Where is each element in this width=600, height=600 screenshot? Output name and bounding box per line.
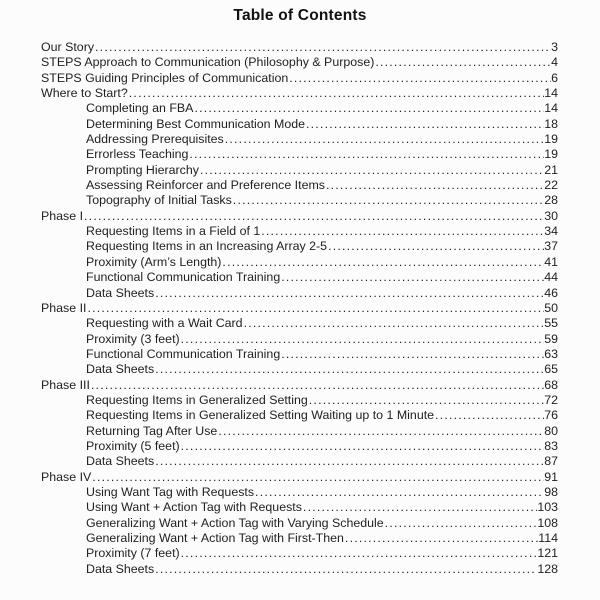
toc-entry-page: 18 xyxy=(544,116,558,131)
toc-entry xyxy=(41,286,558,301)
toc-entry-label: Proximity (Arm’s Length) xyxy=(86,254,222,269)
dot-leader xyxy=(193,101,544,116)
toc-entry-label: Phase III xyxy=(41,377,90,392)
toc-entry-page: 37 xyxy=(544,239,558,254)
toc-entry-label: Requesting Items in an Increasing Array 2-5 xyxy=(86,239,328,254)
toc-entry xyxy=(41,316,558,331)
toc-entry-page: 21 xyxy=(544,162,558,177)
dot-leader xyxy=(434,408,544,423)
toc-entry-label: Functional Communication Training xyxy=(86,346,281,361)
toc-entry-page: 83 xyxy=(544,438,558,453)
toc-entry-label: Errorless Teaching xyxy=(86,147,189,162)
dot-leader xyxy=(128,86,544,101)
toc-entry xyxy=(41,301,558,316)
dot-leader xyxy=(243,316,545,331)
dot-leader xyxy=(90,378,544,393)
toc-entry-label: Data Sheets xyxy=(86,454,155,469)
toc-entry-page: 65 xyxy=(544,362,558,377)
dot-leader xyxy=(260,224,544,239)
toc-entry xyxy=(41,270,558,285)
dot-leader xyxy=(180,546,538,561)
dot-leader xyxy=(232,193,544,208)
toc-entry xyxy=(41,408,558,423)
dot-leader xyxy=(154,286,544,301)
toc-entry-label: Addressing Prerequisites xyxy=(86,132,224,147)
toc-entry-label: Proximity (7 feet) xyxy=(86,546,180,561)
toc-entry-label: Prompting Hierarchy xyxy=(86,162,199,177)
dot-leader xyxy=(280,347,544,362)
toc-entry xyxy=(41,332,558,347)
dot-leader xyxy=(221,255,544,270)
toc-entry-page: 3 xyxy=(551,40,558,54)
toc-entry xyxy=(41,117,558,132)
toc-entry xyxy=(41,71,558,86)
dot-leader xyxy=(302,500,537,515)
toc-entry-label: Phase IV xyxy=(41,469,92,484)
toc-entry xyxy=(41,40,558,55)
toc-entry-page: 103 xyxy=(537,500,558,515)
toc-entry-page: 28 xyxy=(544,193,558,208)
toc-entry-page: 59 xyxy=(544,331,558,346)
toc-entry xyxy=(41,424,558,439)
dot-leader xyxy=(91,470,544,485)
toc-entry-page: 44 xyxy=(544,270,558,285)
toc-entry-page: 91 xyxy=(544,469,558,484)
toc-entry xyxy=(41,546,558,561)
toc-entry-label: Proximity (5 feet) xyxy=(86,438,180,453)
dot-leader xyxy=(280,270,544,285)
dot-leader xyxy=(199,163,544,178)
toc-entry-page: 80 xyxy=(544,423,558,438)
dot-leader xyxy=(254,485,544,500)
toc-entry-label: Our Story xyxy=(41,40,95,54)
dot-leader xyxy=(94,40,551,55)
toc-entry-page: 63 xyxy=(544,346,558,361)
toc-entry-page: 30 xyxy=(544,208,558,223)
toc-entry-page: 34 xyxy=(544,224,558,239)
dot-leader xyxy=(154,562,537,577)
dot-leader xyxy=(344,531,538,546)
toc-entry xyxy=(41,163,558,178)
toc-entry-label: Determining Best Communication Mode xyxy=(86,116,305,131)
toc-entry xyxy=(41,485,558,500)
dot-leader xyxy=(374,55,551,70)
dot-leader xyxy=(325,178,544,193)
toc-entry xyxy=(41,393,558,408)
toc-entry xyxy=(41,255,558,270)
toc-entry xyxy=(41,500,558,515)
toc-entry-page: 98 xyxy=(544,484,558,499)
toc-entry-label: Generalizing Want + Action Tag with First-Then xyxy=(86,531,344,545)
toc-list xyxy=(41,40,558,577)
toc-entry-label: Requesting Items in Generalized Setting Waiting up to 1 Minute xyxy=(86,408,435,423)
toc-entry xyxy=(41,531,558,546)
dot-leader xyxy=(308,393,544,408)
toc-entry-page: 41 xyxy=(544,254,558,269)
toc-entry-page: 128 xyxy=(537,561,558,576)
dot-leader xyxy=(305,117,544,132)
toc-entry-page: 19 xyxy=(544,132,558,147)
toc-entry xyxy=(41,147,558,162)
dot-leader xyxy=(180,332,545,347)
toc-entry-label: Proximity (3 feet) xyxy=(86,331,180,346)
toc-entry xyxy=(41,209,558,224)
toc-entry-page: 55 xyxy=(544,316,558,331)
toc-entry-label: Phase I xyxy=(41,208,84,223)
toc-entry-page: 121 xyxy=(537,546,558,561)
toc-entry-page: 50 xyxy=(544,300,558,315)
toc-entry xyxy=(41,101,558,116)
toc-entry-label: Phase II xyxy=(41,300,87,315)
toc-entry-label: Data Sheets xyxy=(86,285,155,300)
toc-entry-label: Requesting Items in Generalized Setting xyxy=(86,392,308,407)
toc-entry xyxy=(41,132,558,147)
toc-entry-page: 14 xyxy=(544,101,558,116)
toc-entry-page: 108 xyxy=(537,515,558,530)
toc-entry xyxy=(41,378,558,393)
toc-entry-page: 114 xyxy=(538,531,558,545)
toc-entry-page: 19 xyxy=(544,147,558,162)
toc-entry-page: 87 xyxy=(544,454,558,469)
toc-entry xyxy=(41,347,558,362)
toc-entry xyxy=(41,86,558,101)
toc-entry-label: Completing an FBA xyxy=(86,101,194,116)
toc-entry-label: Using Want + Action Tag with Requests xyxy=(86,500,302,515)
toc-entry-label: Assessing Reinforcer and Preference Items xyxy=(86,178,325,193)
toc-entry xyxy=(41,362,558,377)
toc-entry-page: 4 xyxy=(551,55,558,70)
dot-leader xyxy=(154,362,544,377)
toc-entry-label: Topography of Initial Tasks xyxy=(86,193,232,208)
toc-entry xyxy=(41,470,558,485)
toc-entry xyxy=(41,55,558,70)
toc-entry-label: Requesting with a Wait Card xyxy=(86,316,243,331)
toc-entry-label: STEPS Approach to Communication (Philosophy & Purpose) xyxy=(41,55,375,70)
toc-entry xyxy=(41,516,558,531)
toc-entry-label: Data Sheets xyxy=(86,362,155,377)
toc-entry xyxy=(41,178,558,193)
toc-entry-page: 76 xyxy=(544,408,558,423)
toc-entry-page: 46 xyxy=(544,285,558,300)
toc-entry-label: Requesting Items in a Field of 1 xyxy=(86,224,261,239)
toc-entry xyxy=(41,239,558,254)
toc-entry-label: Returning Tag After Use xyxy=(86,423,218,438)
toc-entry-page: 22 xyxy=(544,178,558,193)
toc-entry xyxy=(41,454,558,469)
dot-leader xyxy=(83,209,544,224)
toc-entry-page: 6 xyxy=(551,70,558,85)
toc-entry-page: 72 xyxy=(544,392,558,407)
toc-entry xyxy=(41,562,558,577)
toc-entry-label: Using Want Tag with Requests xyxy=(86,484,255,499)
toc-entry-page: 68 xyxy=(544,377,558,392)
toc-entry xyxy=(41,439,558,454)
dot-leader xyxy=(217,424,544,439)
dot-leader xyxy=(188,147,544,162)
toc-entry xyxy=(41,224,558,239)
toc-entry xyxy=(41,193,558,208)
dot-leader xyxy=(327,239,544,254)
dot-leader xyxy=(224,132,544,147)
toc-entry-label: Data Sheets xyxy=(86,561,155,576)
toc-entry-label: STEPS Guiding Principles of Communication xyxy=(41,70,289,85)
dot-leader xyxy=(288,71,551,86)
dot-leader xyxy=(180,439,545,454)
page-title: Table of Contents xyxy=(233,7,367,24)
toc-entry-page: 14 xyxy=(544,86,558,101)
dot-leader xyxy=(154,454,544,469)
dot-leader xyxy=(384,516,538,531)
toc-entry-label: Where to Start? xyxy=(41,86,128,101)
toc-entry-label: Functional Communication Training xyxy=(86,270,281,285)
dot-leader xyxy=(86,301,544,316)
toc-entry-label: Generalizing Want + Action Tag with Varying Schedule xyxy=(86,515,384,530)
